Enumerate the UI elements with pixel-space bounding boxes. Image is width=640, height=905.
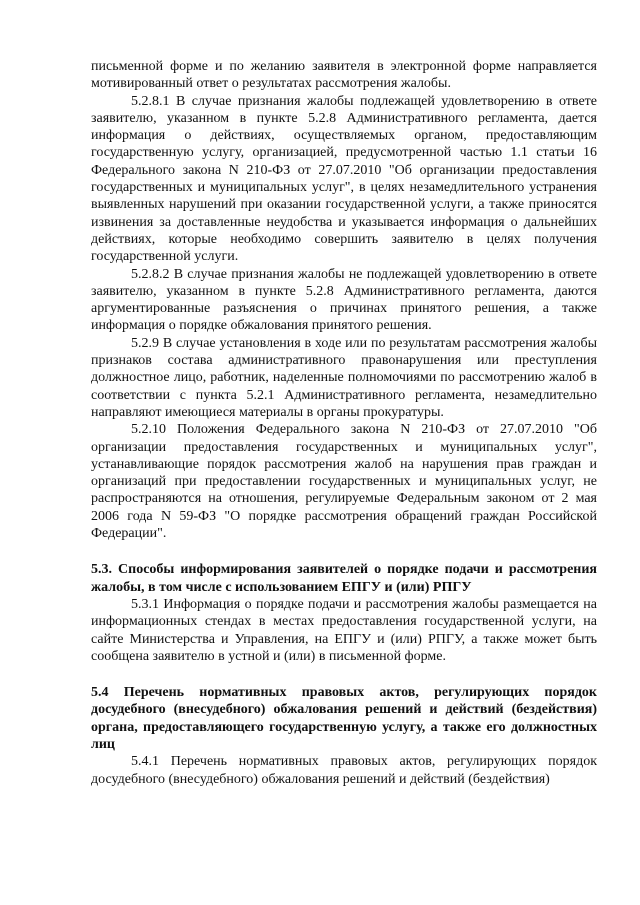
- section-gap: [91, 542, 597, 561]
- document-page: [91, 58, 597, 788]
- section-heading-5-4: 5.4 Перечень нормативных правовых актов, регулирующих порядок досудебного (внесудебного) обжалования решений и действий (бездействия) органа, предоставляющего государственную услугу, а также его должностных лиц: [91, 685, 597, 752]
- paragraph-5-2-9: 5.2.9 В случае установления в ходе или по результатам рассмотрения жалобы признаков состава административного правонарушения или преступления должностное лицо, работник, наделенные полномочиями по рассмотрению жалоб в соответствии с пункта 5.2.1 Административного регламента, незамедлительно направляют имеющиеся материалы в органы прокуратуры.: [91, 335, 597, 420]
- section-gap: [91, 665, 597, 684]
- section-heading-5-3: 5.3. Способы информирования заявителей о порядке подачи и рассмотрения жалобы, в том числе с использованием ЕПГУ и (или) РПГУ: [91, 562, 597, 595]
- paragraph-continuation: письменной форме и по желанию заявителя в электронной форме направляется мотивированный ответ о результатах рассмотрения жалобы.: [91, 59, 597, 92]
- paragraph-5-4-1: 5.4.1 Перечень нормативных правовых актов, регулирующих порядок досудебного (внесудебного) обжалования решений и действий (бездействия): [91, 754, 597, 787]
- paragraph-5-2-8-1: 5.2.8.1 В случае признания жалобы подлежащей удовлетворению в ответе заявителю, указанном в пункте 5.2.8 Административного регламента, дается информация о действиях, осуществляемых органом, предоставляющим государственную услугу, организацией, предусмотренной частью 1.1 статьи 16 Федерального закона N 210-ФЗ от 27.07.2010 "Об организации предоставления государственных и муниципальных услуг", в целях незамедлительного устранения выявленных нарушений при оказании государственной услуги, а также приносятся извинения за доставленные неудобства и указывается информация о дальнейших действиях, которые необходимо совершить заявителю в целях получения государственной услуги.: [91, 93, 597, 265]
- paragraph-5-2-10: 5.2.10 Положения Федерального закона N 210-ФЗ от 27.07.2010 "Об организации предоставления государственных и муниципальных услуг", устанавливающие порядок рассмотрения жалоб на нарушения прав граждан и организаций при предоставлении государственных и муниципальных услуг, не распространяются на отношения, регулируемые Федеральным законом от 2 мая 2006 года N 59-ФЗ "О порядке рассмотрения обращений граждан Российской Федерации".: [91, 422, 597, 542]
- paragraph-5-2-8-2: 5.2.8.2 В случае признания жалобы не подлежащей удовлетворению в ответе заявителю, указанном в пункте 5.2.8 Административного регламента, даются аргументированные разъяснения о причинах принятого решения, а также информация о порядке обжалования принятого решения.: [91, 266, 597, 334]
- paragraph-5-3-1: 5.3.1 Информация о порядке подачи и рассмотрения жалобы размещается на информационных стендах в местах предоставления государственной услуги, на сайте Министерства и Управления, на ЕПГУ и (или) РПГУ, а также может быть сообщена заявителю в устной и (или) в письменной форме.: [91, 596, 597, 664]
